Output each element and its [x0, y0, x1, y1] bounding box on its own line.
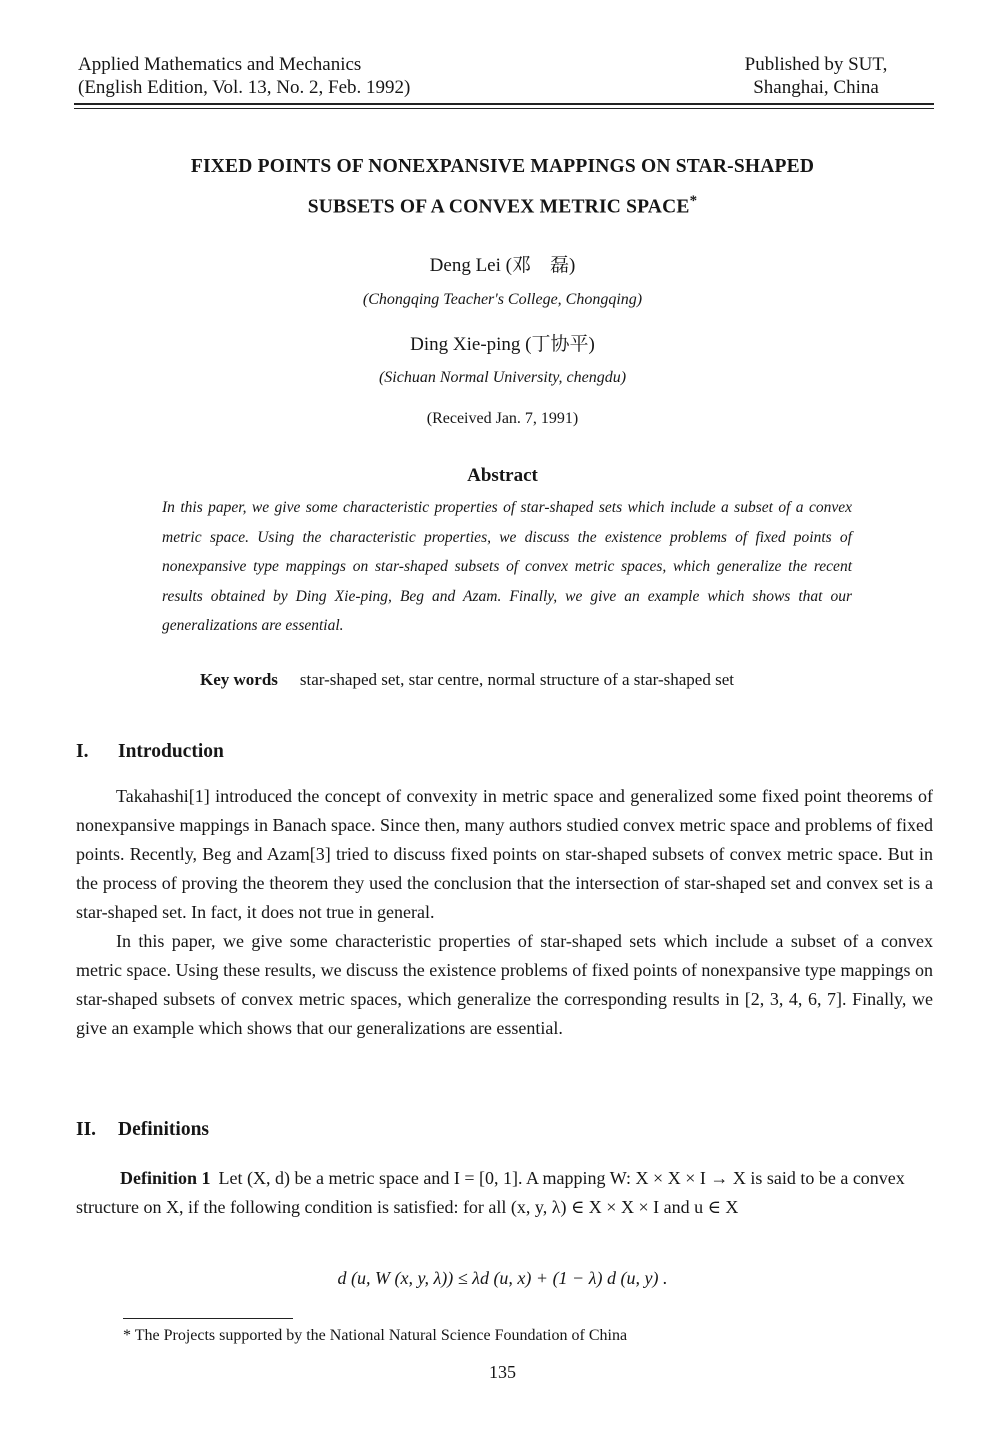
abstract-heading: Abstract: [467, 465, 538, 486]
definition-1-paragraph: [76, 1164, 936, 1222]
section-title: Introduction: [118, 741, 224, 762]
title-footnote-marker: *: [689, 193, 698, 209]
author-1-affiliation: (Chongqing Teacher's College, Chongqing): [362, 291, 643, 308]
keywords-text: star-shaped set, star centre, normal structure of a star-shaped set: [299, 670, 734, 689]
author-2-name: Ding Xie-ping (丁协平): [410, 334, 595, 355]
footnote-rule: [123, 1318, 293, 1319]
title-line2: SUBSETS OF A CONVEX METRIC SPACE: [307, 196, 690, 218]
definition-1-text: Let (X, d) be a metric space and I = [0, 1]. A mapping W: X × X × I → X is said to be a convex structure on X, if the following condition is satisfied: for all (x, y, λ) ∈ X × X × I and u ∈ X: [76, 1168, 905, 1217]
journal-info: [78, 53, 410, 99]
keywords-label: Key words: [200, 670, 278, 689]
intro-paragraph-1: Takahashi[1] introduced the concept of convexity in metric space and generalized some fixed point theorems of nonexpansive mappings in Banach space. Since then, many authors studied convex metric space and problems of fixed points. Recently, Beg and Azam[3] tried to discuss fixed points on star-shaped subsets of convex metric space. But in the process of proving the theorem they used the conclusion that the intersection of star-shaped set and convex set is a star-shaped set. In fact, it does not true in general.: [76, 786, 933, 922]
author-1-name: Deng Lei (邓 磊): [429, 255, 576, 276]
publisher-line2: Shanghai, China: [753, 77, 879, 98]
section-heading-introduction: [76, 741, 224, 763]
header-rule-thin: [74, 108, 934, 109]
publisher-info: [700, 53, 932, 99]
header-rule-thick: [74, 103, 934, 105]
title-line2-wrap: [60, 184, 945, 225]
author-2-affiliation: (Sichuan Normal University, chengdu): [378, 369, 627, 386]
section-title: Definitions: [118, 1119, 210, 1140]
publisher-line1: Published by SUT,: [744, 54, 888, 75]
abstract-text: In this paper, we give some characteristic properties of star-shaped sets which include a subset of a convex metric space. Using the characteristic properties, we discuss the existence problems of fixed points of nonexpansive type mappings on star-shaped subsets of convex metric spaces, which generalize the recent results obtained by Ding Xie-ping, Beg and Azam. Finally, we give an example which shows that our generalizations are essential.: [162, 499, 852, 634]
title-line1: FIXED POINTS OF NONEXPANSIVE MAPPINGS ON STAR-SHAPED: [190, 156, 815, 177]
page-number: 135: [489, 1362, 516, 1382]
section-heading-definitions: [76, 1119, 209, 1141]
introduction-body: [76, 782, 933, 1043]
keywords: [200, 670, 734, 690]
convex-structure-formula: d (u, W (x, y, λ)) ≤ λd (u, x) + (1 − λ) d (u, y) .: [337, 1268, 668, 1288]
journal-line1: Applied Mathematics and Mechanics: [78, 54, 362, 75]
section-number: II.: [76, 1119, 97, 1140]
intro-paragraph-2: In this paper, we give some characteristic properties of star-shaped sets which include a subset of a convex metric space. Using these results, we discuss the existence problems of fixed points of nonexpansive type mappings on star-shaped subsets of convex metric spaces, which generalize the corresponding results in [2, 3, 4, 6, 7]. Finally, we give an example which shows that our generalizations are essential.: [76, 931, 933, 1038]
definition-1: [76, 1164, 936, 1222]
received-date: (Received Jan. 7, 1991): [426, 410, 579, 427]
section-number: I.: [76, 741, 89, 762]
definition-1-label: Definition 1: [120, 1168, 211, 1188]
footnote: * The Projects supported by the National Natural Science Foundation of China: [123, 1327, 628, 1344]
paper-title: [60, 150, 945, 225]
journal-line2: (English Edition, Vol. 13, No. 2, Feb. 1992): [78, 77, 411, 98]
